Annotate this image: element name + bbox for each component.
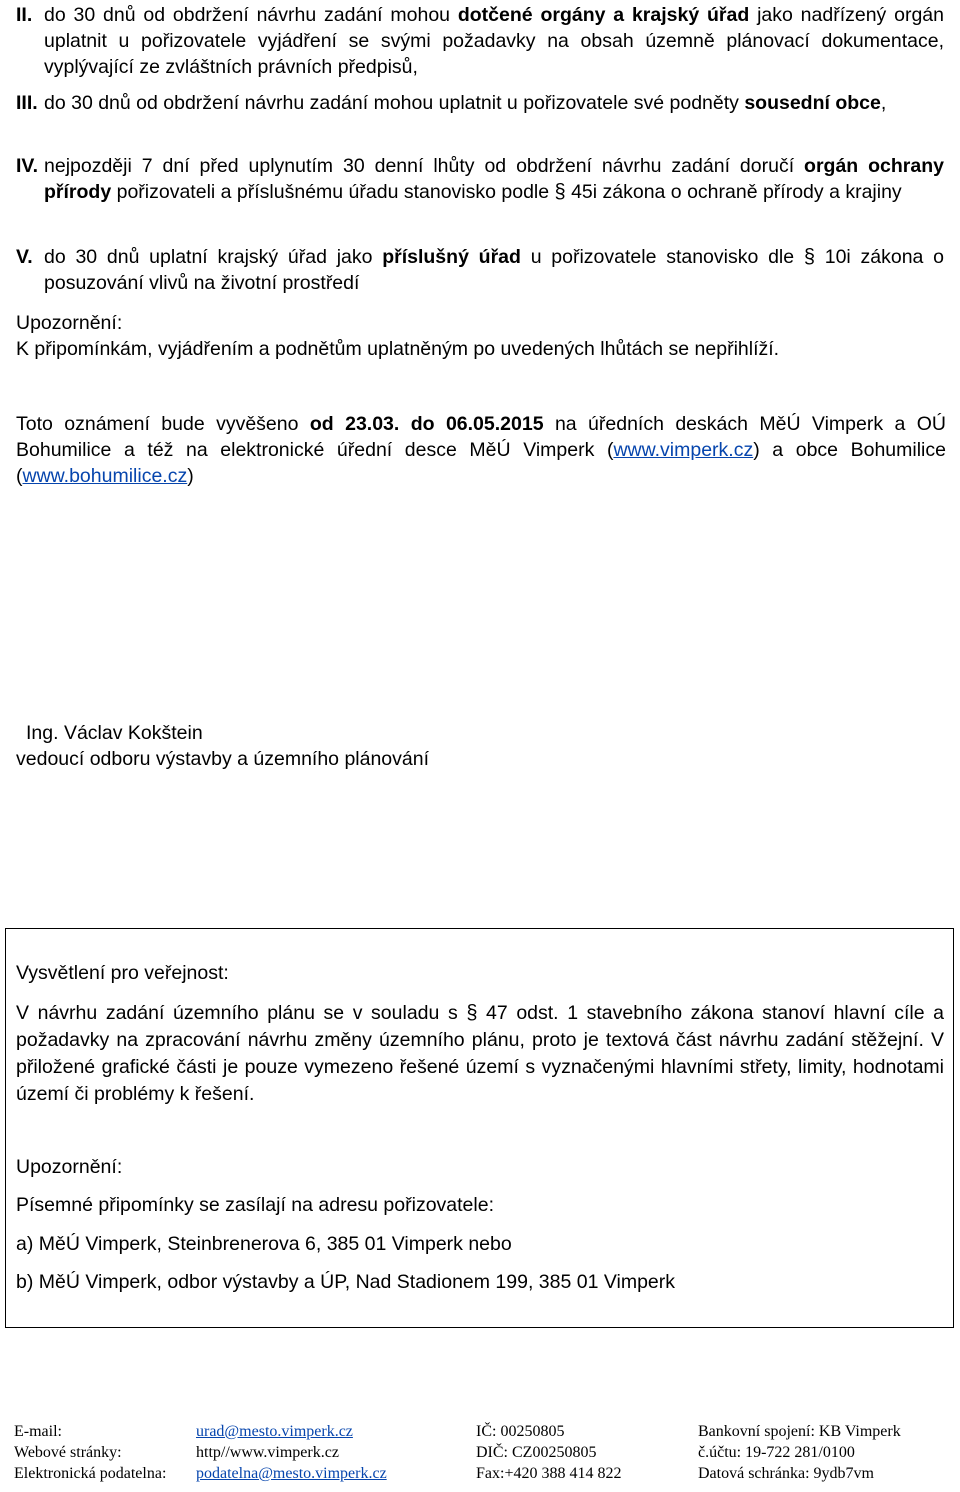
warning-heading: Upozornění: bbox=[16, 312, 123, 334]
item-text: pořizovateli a příslušnému úřadu stanovisko podle bbox=[111, 181, 555, 203]
signature-role: vedoucí odboru výstavby a územního plánování bbox=[16, 748, 430, 770]
box-text: V návrhu zadání územního plánu se v souladu s bbox=[16, 1002, 467, 1024]
web-address: http//www.vimperk.cz bbox=[196, 1444, 339, 1461]
email-label: E-mail: bbox=[14, 1423, 62, 1440]
box-address-intro: Písemné připomínky se zasílají na adresu pořizovatele: bbox=[16, 1194, 494, 1216]
item-text: jako nadřízený orgán uplatnit u pořizovatele vyjádření se svými požadavky na obsah územně plánovací dokumentace, vyplývající ze zvláštních právních předpisů, bbox=[44, 4, 944, 78]
item-ii bbox=[16, 2, 944, 80]
item-number: IV. bbox=[16, 155, 39, 177]
item-bold-text: orgán ochrany přírody bbox=[44, 155, 945, 203]
notice-text: na úředních deskách MěÚ Vimperk a OÚ Bohumilice a též na elektronické úřední desce MěÚ Vimperk ( bbox=[16, 413, 946, 461]
public-explanation-box bbox=[5, 928, 954, 1328]
epodatelna-label: Elektronická podatelna: bbox=[14, 1465, 167, 1482]
item-iv bbox=[16, 153, 944, 205]
dic-number: DIČ: CZ00250805 bbox=[476, 1444, 597, 1461]
bank-info: Bankovní spojení: KB Vimperk bbox=[698, 1423, 901, 1440]
item-bold-text: dotčené orgány a krajský úřad bbox=[457, 4, 750, 26]
section-sign: § bbox=[554, 181, 566, 203]
box-warning-heading: Upozornění: bbox=[16, 1156, 123, 1178]
signature-name: Ing. Václav Kokštein bbox=[26, 722, 203, 744]
section-sign: § bbox=[466, 1002, 478, 1024]
footer bbox=[14, 1421, 954, 1484]
notice-text: Toto oznámení bude vyvěšeno bbox=[16, 413, 310, 435]
item-text: 45i zákona o ochraně přírody a krajiny bbox=[565, 181, 902, 203]
item-text: do 30 dnů uplatní krajský úřad jako bbox=[44, 246, 383, 268]
item-text: 10i zákona o posuzování vlivů na životní prostředí bbox=[44, 246, 944, 294]
item-text: , bbox=[880, 92, 887, 114]
address-b: b) MěÚ Vimperk, odbor výstavby a ÚP, Nad Stadionem 199, 385 01 Vimperk bbox=[16, 1271, 676, 1293]
item-v bbox=[16, 244, 944, 296]
item-number: III. bbox=[16, 92, 38, 114]
notice-dates: od 23.03. do 06.05.2015 bbox=[309, 413, 544, 435]
item-number: II. bbox=[16, 4, 33, 26]
vimperk-link[interactable]: www.vimperk.cz bbox=[613, 439, 754, 461]
data-box: Datová schránka: 9ydb7vm bbox=[698, 1465, 874, 1482]
ic-number: IČ: 00250805 bbox=[476, 1423, 565, 1440]
publication-notice bbox=[16, 411, 946, 489]
email-link[interactable]: urad@mesto.vimperk.cz bbox=[196, 1423, 353, 1440]
notice-text: ) bbox=[187, 465, 194, 487]
item-text: nejpozději 7 dní před uplynutím 30 denní lhůty od obdržení návrhu zadání doručí bbox=[44, 155, 805, 177]
item-bold-text: příslušný úřad bbox=[382, 246, 521, 268]
account-number: č.účtu: 19-722 281/0100 bbox=[698, 1444, 855, 1461]
item-text: u pořizovatele stanovisko dle bbox=[520, 246, 804, 268]
item-iii bbox=[16, 90, 944, 116]
address-a: a) MěÚ Vimperk, Steinbrenerova 6, 385 01 Vimperk nebo bbox=[16, 1233, 512, 1255]
bohumilice-link[interactable]: www.bohumilice.cz bbox=[22, 465, 188, 487]
notice-text: ) a obce Bohumilice ( bbox=[16, 439, 946, 487]
epodatelna-link[interactable]: podatelna@mesto.vimperk.cz bbox=[196, 1465, 387, 1482]
item-text: do 30 dnů od obdržení návrhu zadání mohou uplatnit u pořizovatele své podněty bbox=[44, 92, 745, 114]
fax-number: Fax:+420 388 414 822 bbox=[476, 1465, 622, 1482]
web-label: Webové stránky: bbox=[14, 1444, 122, 1461]
item-number: V. bbox=[16, 246, 33, 268]
box-explanation bbox=[16, 1000, 944, 1108]
box-text: 47 odst. 1 stavebního zákona stanoví hlavní cíle a požadavky na zpracování návrhu změny územního plánu, proto je textová část návrhu zadání stěžejní. V přiložené grafické části je pouze vymezeno řešené území s vyznačenými hlavními střety, limity, hodnotami území či problémy k řešení. bbox=[16, 1002, 945, 1105]
warning-text: K připomínkám, vyjádřením a podnětům uplatněným po uvedených lhůtách se nepřihlíží. bbox=[16, 338, 780, 360]
section-sign: § bbox=[803, 246, 815, 268]
item-bold-text: sousední obce bbox=[744, 92, 881, 114]
box-heading: Vysvětlení pro veřejnost: bbox=[16, 962, 229, 984]
item-text: do 30 dnů od obdržení návrhu zadání mohou bbox=[44, 4, 458, 26]
